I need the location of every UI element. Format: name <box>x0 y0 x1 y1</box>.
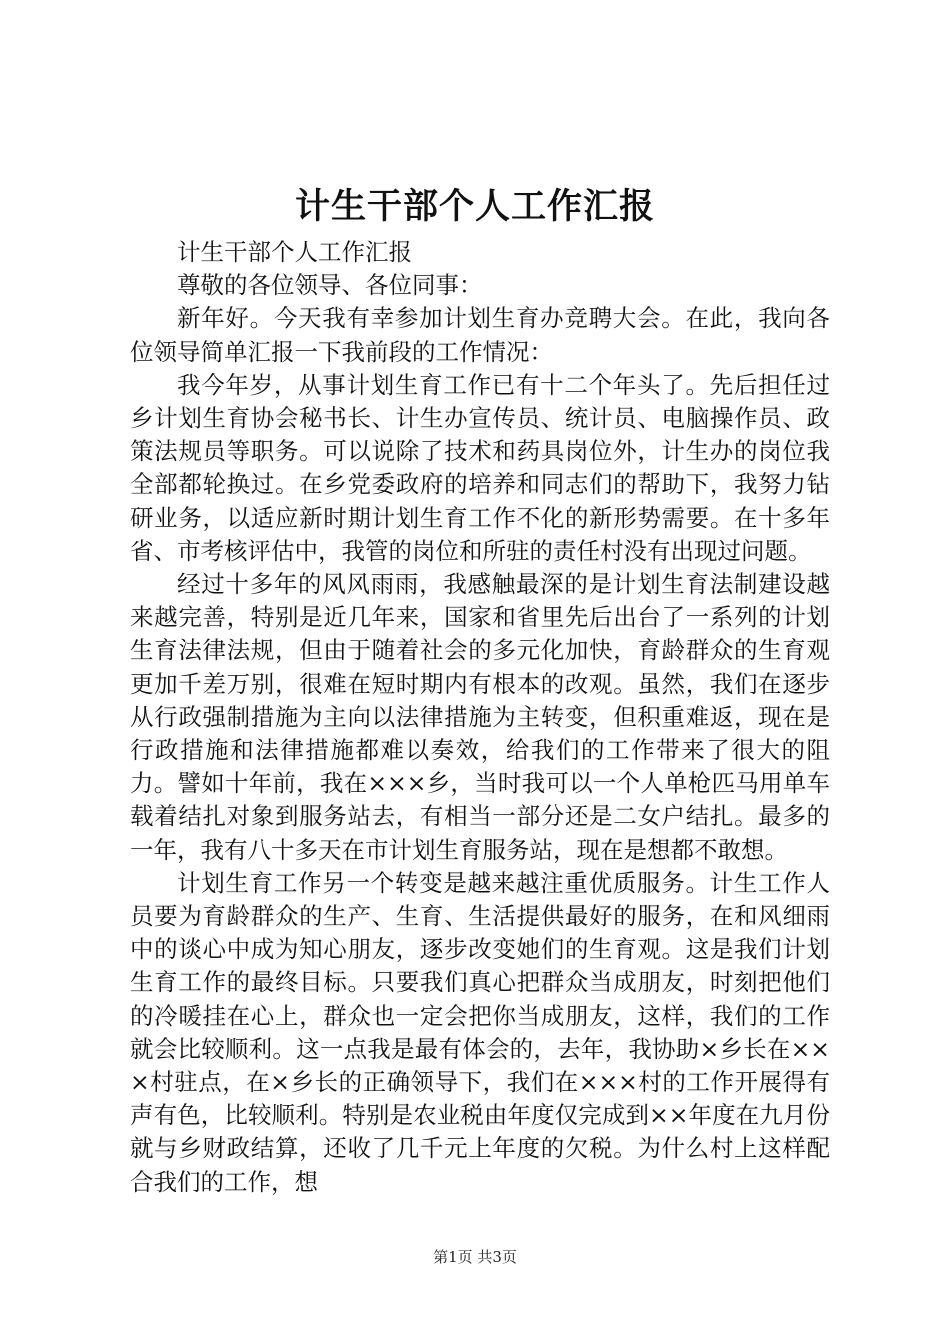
paragraph-greeting: 新年好。今天我有幸参加计划生育办竞聘大会。在此，我向各位领导简单汇报一下我前段的工作情况： <box>130 304 830 366</box>
page-footer: 第1页 共3页 <box>433 1248 517 1266</box>
paragraph-experience: 我今年岁，从事计划生育工作已有十二个年头了。先后担任过乡计划生育协会秘书长、计生办宣传员、统计员、电脑操作员、政策法规员等职务。可以说除了技术和药具岗位外，计生办的岗位我全部都轮换过。在乡党委政府的培养和同志们的帮助下，我努力钻研业务，以适应新时期计划生育工作不化的新形势需要。在十多年省、市考核评估中，我管的岗位和所驻的责任村没有出现过问题。 <box>130 370 830 565</box>
document-title: 计生干部个人工作汇报 <box>294 186 655 227</box>
paragraph-heading-repeat: 计生干部个人工作汇报 <box>177 238 412 266</box>
document-body <box>130 236 830 1199</box>
paragraph-quality-service: 计划生育工作另一个转变是越来越注重优质服务。计生工作人员要为育龄群众的生产、生育、生活提供最好的服务，在和风细雨中的谈心中成为知心朋友，逐步改变她们的生育观。这是我们计划生育工作的最终目标。只要我们真心把群众当成朋友，时刻把他们的冷暖挂在心上，群众也一定会把你当成朋友，这样，我们的工作就会比较顺利。这一点我是最有体会的，去年，我协助×乡长在×××村驻点，在×乡长的正确领导下，我们在×××村的工作开展得有声有色，比较顺利。特别是农业税由年度仅完成到××年度在九月份就与乡财政结算，还收了几千元上年度的欠税。为什么村上这样配合我们的工作，想 <box>130 868 830 1196</box>
paragraph-legal-changes: 经过十多年的风风雨雨，我感触最深的是计划生育法制建设越来越完善，特别是近几年来，国家和省里先后出台了一系列的计划生育法律法规，但由于随着社会的多元化加快，育龄群众的生育观更加千差万别，很难在短时期内有根本的改观。虽然，我们在逐步从行政强制措施为主向以法律措施为主转变，但积重难返，现在是行政措施和法律措施都难以奏效，给我们的工作带来了很大的阻力。譬如十年前，我在×××乡，当时我可以一个人单枪匹马用单车载着结扎对象到服务站去，有相当一部分还是二女户结扎。最多的一年，我有八十多天在市计划生育服务站，现在是想都不敢想。 <box>130 570 830 864</box>
paragraph-salutation: 尊敬的各位领导、各位同事： <box>177 271 483 300</box>
